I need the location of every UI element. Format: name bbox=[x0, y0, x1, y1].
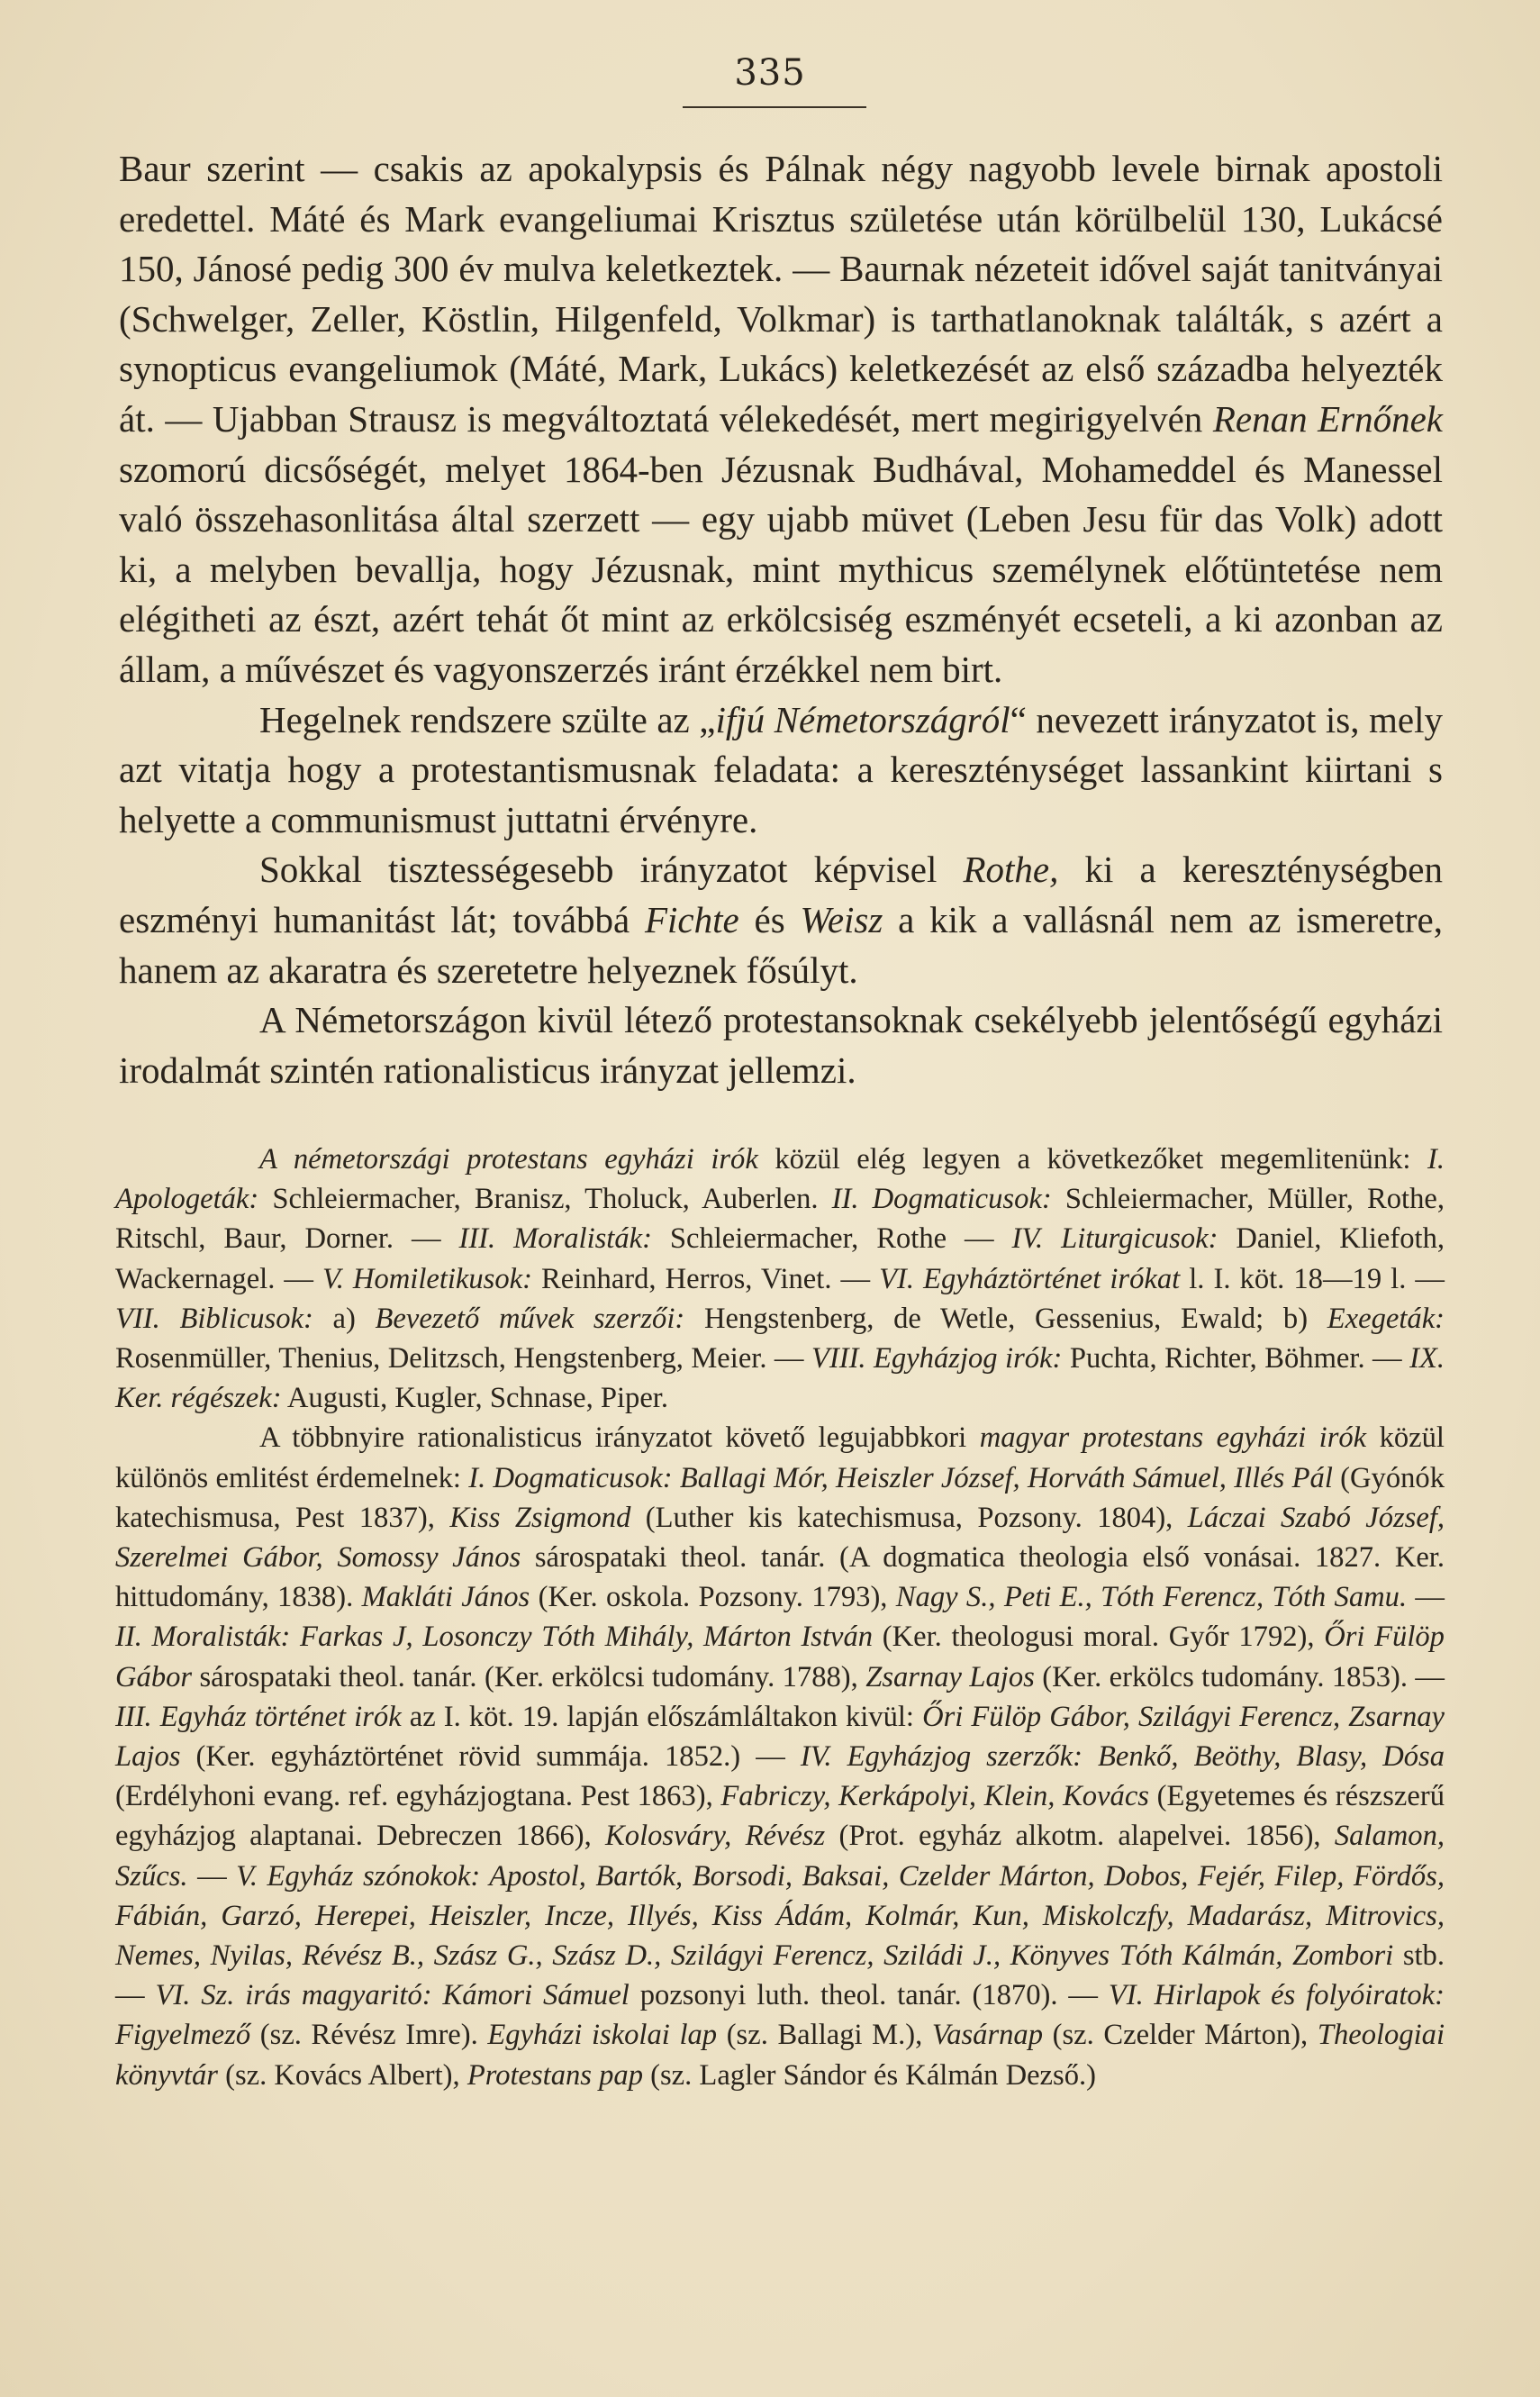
italic-text-run: magyar protestans egyházi irók bbox=[979, 1421, 1367, 1455]
text-run: az I. köt. 19. lapján előszámláltakon kivül: bbox=[401, 1700, 923, 1733]
italic-text-run: IV. Egyházjog szerzők: Benkő, Beöthy, Blasy, Dósa bbox=[800, 1740, 1445, 1774]
italic-text-run: Vasárnap bbox=[931, 2019, 1043, 2052]
text-run: Hegelnek rendszere szülte az „ bbox=[259, 698, 716, 740]
text-run: l. I. köt. 18—19 l. — bbox=[1180, 1262, 1445, 1295]
text-run: Schleiermacher, Müller, Rothe, Ritschl, Baur, Dorner. — bbox=[115, 1183, 1445, 1256]
italic-text-run: Fabriczy, Kerkápolyi, Klein, Kovács bbox=[720, 1780, 1149, 1813]
italic-text-run: Makláti János bbox=[361, 1581, 530, 1614]
italic-text-run: Nagy S., Peti E., Tóth Ferencz, Tóth Samu. bbox=[895, 1581, 1408, 1614]
italic-text-run: II. Moralisták: Farkas J, Losonczy Tóth Mihály, Márton István bbox=[115, 1621, 874, 1654]
text-run: (Ker. theologusi moral. Győr 1792), bbox=[873, 1621, 1325, 1654]
text-run: Schleiermacher, Rothe — bbox=[651, 1222, 1012, 1256]
italic-text-run: Zsarnay Lajos bbox=[865, 1660, 1035, 1693]
notes-section bbox=[115, 1139, 1445, 2095]
text-run: sárospataki theol. tanár. (A dogmatica theologia első vonásai. 1827. Ker. hittudomány, 1838). bbox=[115, 1541, 1445, 1614]
text-run: (sz. Ballagi M.), bbox=[717, 2019, 932, 2052]
text-run: (sz. Czelder Márton), bbox=[1043, 2019, 1318, 2052]
text-run: (sz. Lagler Sándor és Kálmán Dezső.) bbox=[643, 2058, 1096, 2092]
text-run: a) bbox=[313, 1302, 376, 1335]
italic-text-run: Őri Fülöp Gábor bbox=[115, 1621, 1445, 1693]
paragraph bbox=[119, 845, 1443, 995]
italic-text-run: VIII. Egyházjog irók: bbox=[811, 1342, 1063, 1376]
note-paragraph bbox=[115, 1418, 1445, 2094]
italic-text-run: IX. Ker. régészek: bbox=[115, 1342, 1445, 1415]
text-run: A Németországon kivül létező protestansoknak csekélyebb jelentőségű egyházi irodalmát szintén rationalisticus irányzat jellemzi. bbox=[119, 999, 1443, 1091]
italic-text-run: V. Homiletikusok: bbox=[322, 1262, 532, 1295]
italic-text-run: Kiss Zsigmond bbox=[449, 1501, 631, 1534]
italic-text-run: ifjú Németországról bbox=[715, 698, 1010, 740]
paragraph bbox=[119, 695, 1443, 846]
text-run: Sokkal tisztességesebb irányzatot képvisel bbox=[259, 849, 964, 891]
text-run: (Egyetemes és részszerű egyházjog alaptanai. Debreczen 1866), bbox=[115, 1780, 1445, 1853]
text-run: “ nevezett irányzatot is, mely azt vitatja hogy a protestantismusnak feladata: a kereszténységet lassankint kiirtani s helyette a communismust juttatni érvényre. bbox=[119, 698, 1443, 840]
italic-text-run: IV. Liturgicusok: bbox=[1011, 1222, 1218, 1256]
italic-text-run: VI. Sz. irás magyaritó: Kámori Sámuel bbox=[155, 1979, 630, 2012]
paragraph bbox=[119, 144, 1443, 695]
italic-text-run: Renan Ernőnek bbox=[1212, 397, 1443, 440]
main-text bbox=[119, 144, 1443, 1095]
italic-text-run: Kolosváry, Révész bbox=[605, 1820, 826, 1853]
header-rule bbox=[683, 106, 866, 108]
italic-text-run: Őri Fülöp Gábor, Szilágyi Ferencz, Zsarnay Lajos bbox=[115, 1700, 1445, 1774]
text-run: Augusti, Kugler, Schnase, Piper. bbox=[281, 1382, 668, 1415]
italic-text-run: Weisz bbox=[800, 898, 883, 940]
text-run: pozsonyi luth. theol. tanár. (1870). — bbox=[629, 1979, 1109, 2012]
page-number: 335 bbox=[734, 52, 806, 94]
italic-text-run: Theologiai könyvtár bbox=[115, 2019, 1445, 2092]
text-run: A többnyire rationalisticus irányzatot követő legujabbkori bbox=[259, 1421, 980, 1455]
text-run: szomorú dicsőségét, melyet 1864-ben Jézusnak Budhával, Mohameddel és Manessel való összehasonlitása által szerzett — egy ujabb müvet (Leben Jesu für das Volk) adott ki, a melyben bevallja, hogy Jézusnak, mint mythicus személynek előtüntetése nem elégitheti az észt, azért tehát őt mint az erkölcsiség eszményét ecseteli, a ki azonban az állam, a művészet és vagyonszerzés iránt érzékkel nem birt. bbox=[119, 448, 1443, 690]
italic-text-run: Fichte bbox=[645, 898, 739, 940]
text-run: Reinhard, Herros, Vinet. — bbox=[531, 1262, 880, 1295]
italic-text-run: III. Egyház történet irók bbox=[115, 1700, 402, 1733]
text-run: Daniel, Kliefoth, Wackernagel. — bbox=[115, 1222, 1445, 1295]
text-run: Puchta, Richter, Böhmer. — bbox=[1062, 1342, 1410, 1376]
italic-text-run: Egyházi iskolai lap bbox=[487, 2019, 718, 2052]
text-run: közül elég legyen a következőket megemlitenünk: bbox=[757, 1143, 1427, 1176]
text-run: — bbox=[1407, 1581, 1445, 1614]
text-run: (sz. Kovács Albert), bbox=[217, 2058, 467, 2092]
text-run: (Luther kis katechismusa, Pozsony. 1804), bbox=[630, 1501, 1188, 1534]
italic-text-run: VI. Hirlapok és folyóiratok: Figyelmező bbox=[115, 1979, 1445, 2052]
italic-text-run: Protestans pap bbox=[467, 2058, 643, 2092]
text-run: a kik a vallásnál nem az ismeretre, hanem az akaratra és szeretetre helyeznek fősúlyt. bbox=[119, 898, 1444, 991]
paragraph bbox=[119, 995, 1443, 1095]
italic-text-run: Láczai Szabó József, Szerelmei Gábor, Somossy János bbox=[115, 1501, 1445, 1575]
italic-text-run: Exegeták: bbox=[1327, 1302, 1445, 1335]
text-run: (Ker. erkölcs tudomány. 1853). — bbox=[1034, 1660, 1445, 1693]
text-run: — bbox=[187, 1859, 237, 1893]
italic-text-run: III. Moralisták: bbox=[458, 1222, 652, 1256]
text-run: (Prot. egyház alkotm. alapelvei. 1856), bbox=[825, 1820, 1335, 1853]
text-run: és bbox=[738, 898, 801, 940]
italic-text-run: Rothe, bbox=[963, 849, 1059, 891]
text-run: közül különös emlitést érdemelnek: bbox=[115, 1421, 1445, 1494]
text-run: Hengstenberg, de Wetle, Gessenius, Ewald; b) bbox=[684, 1302, 1327, 1335]
text-run: (Ker. egyháztörténet rövid summája. 1852.) — bbox=[180, 1740, 801, 1774]
text-run: (Gyónók katechismusa, Pest 1837), bbox=[115, 1461, 1445, 1534]
text-run: stb. — bbox=[115, 1939, 1445, 2012]
italic-text-run: VI. Egyháztörténet irókat bbox=[879, 1262, 1181, 1295]
note-paragraph bbox=[115, 1139, 1445, 1418]
italic-text-run: I. Dogmaticusok: Ballagi Mór, Heiszler József, Horváth Sámuel, Illés Pál bbox=[468, 1461, 1333, 1494]
text-run: sárospataki theol. tanár. (Ker. erkölcsi tudomány. 1788), bbox=[192, 1660, 866, 1693]
text-run: Schleiermacher, Branisz, Tholuck, Auberlen. bbox=[258, 1183, 832, 1216]
italic-text-run: Bevezető művek szerzői: bbox=[375, 1302, 685, 1335]
italic-text-run: VII. Biblicusok: bbox=[115, 1302, 313, 1335]
text-run: (Ker. oskola. Pozsony. 1793), bbox=[530, 1581, 896, 1614]
text-run: ki a kereszténységben eszményi humanitást lát; továbbá bbox=[119, 849, 1443, 940]
text-run: (Erdélyhoni evang. ref. egyházjogtana. Pest 1863), bbox=[115, 1780, 721, 1813]
text-run: (sz. Révész Imre). bbox=[250, 2019, 488, 2052]
italic-text-run: I. Apologeták: bbox=[115, 1143, 1445, 1216]
italic-text-run: II. Dogmaticusok: bbox=[831, 1183, 1052, 1216]
italic-text-run: A németországi protestans egyházi irók bbox=[259, 1143, 758, 1176]
italic-text-run: V. Egyház szónokok: Apostol, Bartók, Borsodi, Baksai, Czelder Márton, Dobos, Fejér, Filep, Fördős, Fábián, Garzó, Herepei, Heiszler, Incze, Illyés, Kiss Ádám, Kolmár, Kun, Miskolczfy, Madarász, Mitrovics, Nemes, Nyilas, Révész B., Szász G., Szász D., Szilágyi Ferencz, Sziládi J., Könyves Tóth Kálmán, Zombori bbox=[115, 1859, 1445, 1973]
text-run: Baur szerint — csakis az apokalypsis és Pálnak négy nagyobb levele birnak apostoli eredettel. Máté és Mark evangeliumai Krisztus születése után körülbelül 130, Lukácsé 150, Jánosé pedig 300 év mulva keletkeztek. — Baurnak nézeteit idővel saját tanitványai (Schwelger, Zeller, Köstlin, Hilgenfeld, Volkmar) is tarthatlanoknak találták, s azért a synopticus evangeliumok (Máté, Mark, Lukács) keletkezését az első századba helyezték át. — Ujabban Strausz is megváltoztatá vélekedését, mert megirigyelvén bbox=[119, 148, 1443, 440]
italic-text-run: Salamon, Szűcs. bbox=[115, 1820, 1445, 1893]
text-run: Rosenmüller, Thenius, Delitzsch, Hengstenberg, Meier. — bbox=[115, 1342, 811, 1376]
